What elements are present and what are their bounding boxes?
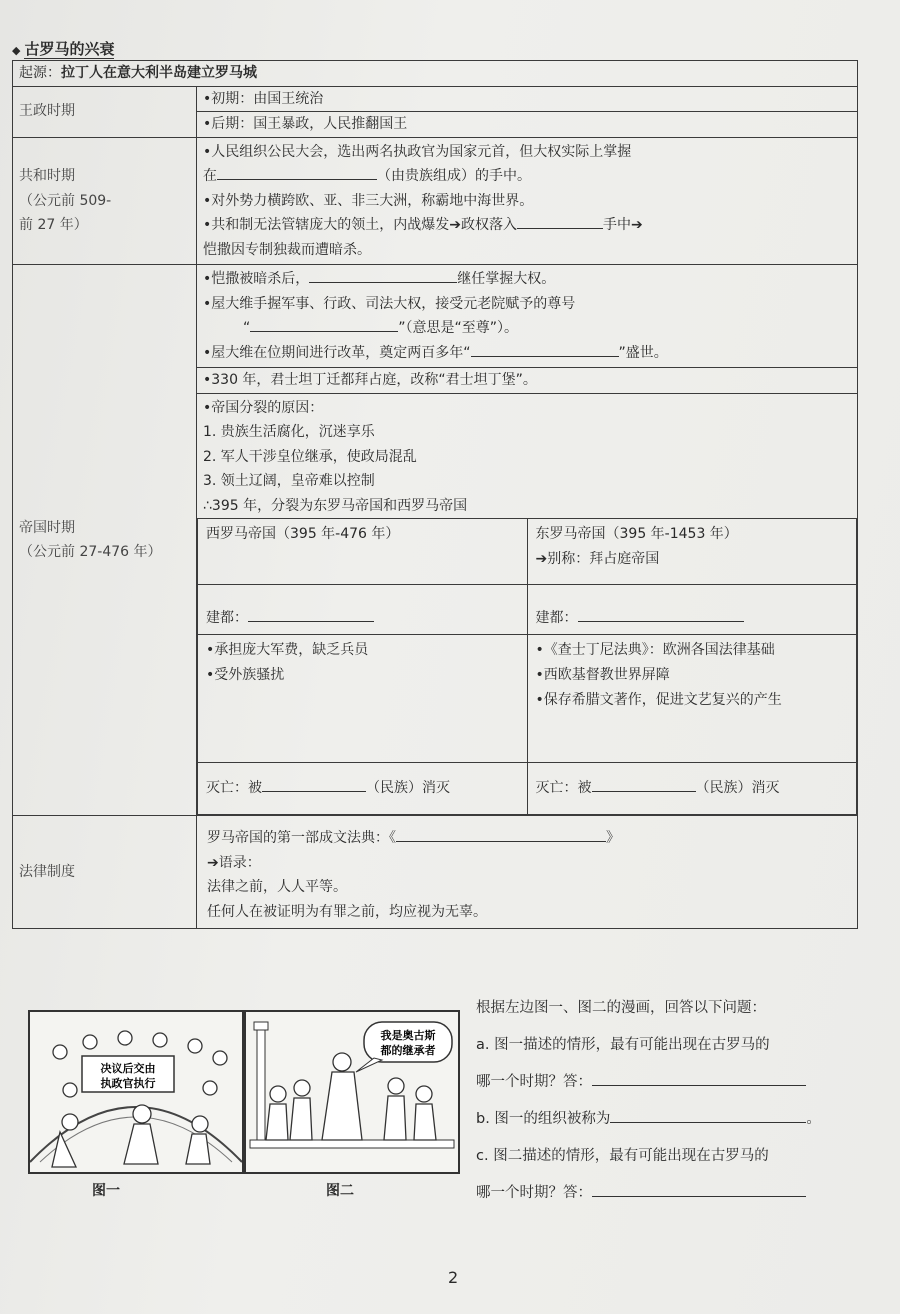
- question-b-line: [476, 1101, 886, 1138]
- republic-line-4: [203, 213, 851, 238]
- arrow-right-icon: ➔: [631, 217, 643, 233]
- republic-line-4a: •共和制无法管辖庞大的领土，内战爆发: [203, 217, 450, 233]
- empire-split-table: [197, 518, 857, 815]
- republic-line-4b: 政权落入: [461, 217, 517, 233]
- republic-label-date-end: 前 27 年）: [19, 217, 88, 233]
- law-line-1: [207, 826, 847, 851]
- blank-power-holder[interactable]: [517, 214, 603, 229]
- empire-label: [13, 265, 197, 816]
- west-point-1: •承担庞大军费，缺乏兵员: [206, 642, 369, 658]
- blank-law-code[interactable]: [396, 827, 606, 842]
- figure-1-caption: 图一: [92, 1183, 120, 1199]
- east-point-1: •《查士丁尼法典》：欧洲各国法律基础: [535, 642, 775, 658]
- law-line-1a: 罗马帝国的第一部成文法典：《: [207, 830, 396, 846]
- fig1-sign-line-2: 执政官执行: [100, 1077, 156, 1090]
- augustus-line-1b: 继任掌握大权。: [457, 271, 556, 287]
- empire-row: [13, 265, 858, 816]
- republic-line-4c: 手中: [603, 217, 631, 233]
- augustus-line-4a: •屋大维在位期间进行改革，奠定两百多年“: [203, 344, 471, 361]
- cartoon-section: [0, 990, 900, 1230]
- section-title: 古罗马的兴衰: [24, 40, 115, 58]
- answer-a-field[interactable]: [592, 1071, 806, 1086]
- west-title: 西罗马帝国（395 年-476 年）: [198, 519, 528, 585]
- monarchy-early: •初期：由国王统治: [197, 87, 857, 113]
- blank-east-conqueror[interactable]: [592, 777, 696, 792]
- empire-label-date: （公元前 27-476 年）: [19, 544, 162, 560]
- republic-line-5: 恺撒因专制独裁而遭暗杀。: [203, 241, 371, 258]
- question-a-line-1: a. 图一描述的情形，最有可能出现在古罗马的: [476, 1036, 770, 1053]
- augustus-line-3: [203, 316, 851, 341]
- law-row: [13, 816, 858, 929]
- cartoon-questions: [476, 990, 886, 1212]
- empire-label-title: 帝国时期: [19, 519, 75, 536]
- augustus-line-3b: ”（意思是“至尊”）。: [398, 320, 519, 336]
- section-heading: [12, 38, 114, 59]
- cartoon-figure-1: [28, 1010, 244, 1174]
- blank-east-capital[interactable]: [578, 607, 744, 622]
- west-fall-a: 灭亡：被: [206, 779, 262, 796]
- augustus-line-3a: “: [243, 320, 251, 336]
- fig1-sign-line-1: 决议后交由: [100, 1062, 156, 1075]
- law-quote-label: ➔语录：: [207, 854, 261, 871]
- split-result: ∴395 年，分裂为东罗马帝国和西罗马帝国: [203, 497, 468, 514]
- question-b-prompt: b. 图一的组织被称为: [476, 1110, 611, 1127]
- questions-intro: 根据左边图一、图二的漫画，回答以下问题：: [476, 1000, 766, 1016]
- east-capital-label: 建都：: [535, 609, 578, 626]
- east-fall-a: 灭亡：被: [535, 779, 592, 796]
- question-c-prompt: 哪一个时期？答：: [476, 1184, 592, 1201]
- west-fall-b: （民族）消灭: [366, 779, 450, 796]
- blank-west-capital[interactable]: [248, 607, 374, 622]
- blank-title[interactable]: [250, 317, 398, 332]
- figure-2-caption: 图二: [326, 1183, 354, 1199]
- west-point-2: •受外族骚扰: [206, 667, 285, 684]
- law-line-1b: 》: [606, 830, 620, 846]
- law-label: 法律制度: [13, 816, 197, 929]
- law-quote-2: 任何人在被证明为有罪之前，均应视为无辜。: [207, 903, 487, 920]
- blank-golden-age[interactable]: [471, 342, 619, 357]
- augustus-line-2: •屋大维手握军事、行政、司法大权，接受元老院赋予的尊号: [203, 295, 576, 312]
- question-a-prompt: 哪一个时期？答：: [476, 1073, 592, 1090]
- origin-row: [13, 61, 858, 87]
- split-reason-2: 2. 军人干涉皇位继承，使政局混乱: [203, 448, 417, 465]
- augustus-line-4b: ”盛世。: [618, 344, 668, 361]
- emperor-cartoon-illustration: [246, 1012, 458, 1172]
- question-b-end: 。: [806, 1110, 821, 1127]
- republic-label-title: 共和时期: [19, 168, 75, 184]
- fig2-bubble-line-1: 我是奥古斯: [380, 1029, 436, 1042]
- republic-line-2b: （由贵族组成）的手中。: [377, 168, 531, 184]
- blank-west-conqueror[interactable]: [262, 777, 366, 792]
- split-reason-1: 1. 贵族生活腐化，沉迷享乐: [203, 424, 375, 440]
- republic-label: [13, 137, 197, 265]
- answer-c-field[interactable]: [592, 1182, 806, 1197]
- origin-text: 拉丁人在意大利半岛建立罗马城: [61, 65, 257, 81]
- blank-nobility-institution[interactable]: [217, 165, 377, 180]
- republic-line-1: •人民组织公民大会，选出两名执政官为国家元首，但大权实际上掌握: [203, 143, 632, 160]
- blank-successor[interactable]: [309, 268, 457, 283]
- augustus-line-1: [203, 267, 851, 292]
- augustus-section: [197, 265, 857, 368]
- east-title: 东罗马帝国（395 年-1453 年）: [535, 526, 738, 542]
- arrow-right-icon: ➔: [449, 217, 461, 233]
- question-a-line-2: [476, 1064, 886, 1101]
- fig2-bubble-line-2: 都的继承者: [380, 1044, 436, 1057]
- page-number: 2: [448, 1268, 459, 1287]
- east-fall-b: （民族）消灭: [695, 779, 780, 796]
- question-c-line-1: c. 图二描述的情形，最有可能出现在古罗马的: [476, 1147, 769, 1164]
- republic-line-2a: 在: [203, 168, 217, 184]
- east-point-3: •保存希腊文著作，促进文艺复兴的产生: [535, 692, 782, 709]
- law-quote-1: 法律之前，人人平等。: [207, 879, 347, 895]
- augustus-line-1a: •恺撒被暗杀后，: [203, 271, 310, 287]
- monarchy-late: •后期：国王暴政，人民推翻国王: [203, 116, 408, 132]
- cartoon-figure-2: [244, 1010, 460, 1174]
- senate-cartoon-illustration: [30, 1012, 242, 1172]
- rome-timeline-table: [12, 60, 858, 929]
- split-title: •帝国分裂的原因：: [203, 399, 324, 416]
- republic-label-date: （公元前 509-: [19, 192, 112, 209]
- split-reason-3: 3. 领土辽阔，皇帝难以控制: [203, 473, 375, 489]
- republic-row: [13, 137, 858, 265]
- diamond-bullet-icon: ◆: [12, 44, 21, 57]
- west-capital-label: 建都：: [206, 609, 248, 626]
- monarchy-row: [13, 86, 858, 137]
- origin-label: 起源：: [19, 65, 61, 81]
- republic-line-3: •对外势力横跨欧、亚、非三大洲，称霸地中海世界。: [203, 192, 534, 209]
- augustus-line-4: [203, 341, 851, 366]
- republic-line-2: [203, 164, 851, 189]
- split-section: [197, 394, 857, 816]
- east-alias: ➔别称：拜占庭帝国: [535, 551, 660, 568]
- east-point-2: •西欧基督教世界屏障: [535, 667, 670, 684]
- question-c-line-2: [476, 1175, 886, 1212]
- answer-b-field[interactable]: [610, 1108, 806, 1123]
- monarchy-label: 王政时期: [13, 86, 197, 137]
- constantine-line: •330 年，君士坦丁迁都拜占庭，改称“君士坦丁堡”。: [197, 368, 857, 394]
